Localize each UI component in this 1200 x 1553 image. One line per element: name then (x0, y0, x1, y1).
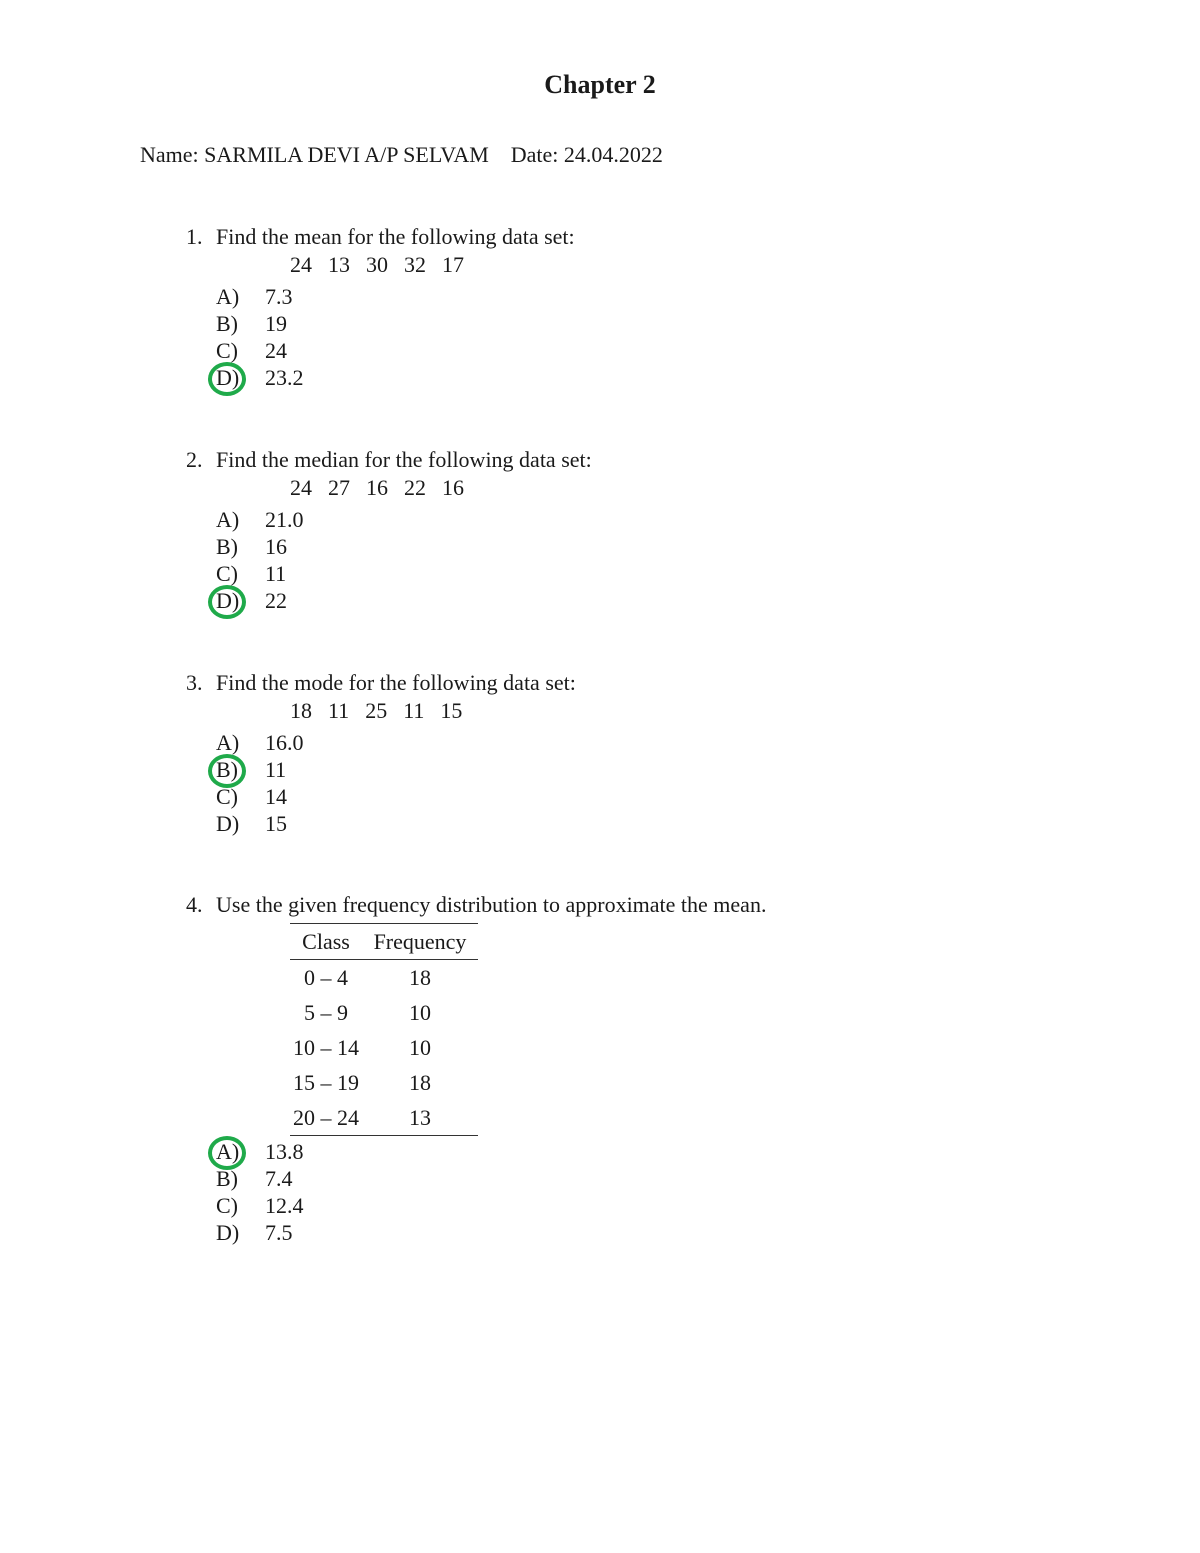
data-value: 24 (290, 475, 312, 500)
data-value: 24 (290, 252, 312, 277)
option-b (216, 756, 1086, 783)
student-name: Name: SARMILA DEVI A/P SELVAM (140, 142, 489, 167)
class-cell: 0 – 4 (304, 964, 348, 990)
answer-options (216, 1138, 1086, 1246)
option-value: 11 (265, 757, 287, 782)
class-cell: 5 – 9 (304, 999, 348, 1025)
question-3 (186, 669, 1086, 837)
data-value: 16 (366, 475, 388, 500)
answer-options (216, 729, 1086, 837)
option-value: 7.3 (265, 284, 293, 309)
data-value: 13 (328, 252, 350, 277)
table-row (290, 1030, 478, 1065)
answer-circle-mark (208, 362, 246, 396)
option-b (216, 1165, 1086, 1192)
option-value: 21.0 (265, 507, 304, 532)
option-letter: D) (216, 1220, 240, 1245)
option-letter: C) (216, 784, 238, 809)
option-letter: C) (216, 338, 238, 363)
option-letter: B) (216, 534, 238, 559)
option-value: 22 (265, 588, 287, 613)
data-value: 16 (442, 475, 464, 500)
option-letter: C) (216, 561, 238, 586)
question-number: 1. (186, 224, 203, 249)
question-text: Find the mode for the following data set: (216, 670, 576, 695)
option-a (216, 283, 1086, 310)
question-number: 3. (186, 670, 203, 695)
option-value: 7.4 (265, 1166, 293, 1191)
option-value: 23.2 (265, 365, 304, 390)
question-number: 2. (186, 447, 203, 472)
option-value: 24 (265, 338, 287, 363)
option-letter: D) (216, 588, 240, 613)
data-value: 11 (328, 698, 350, 723)
frequency-cell: 13 (409, 1104, 431, 1130)
class-cell: 10 – 14 (293, 1034, 359, 1060)
data-value: 25 (365, 698, 388, 723)
option-letter: A) (216, 507, 240, 532)
option-d (216, 810, 1086, 837)
column-header-class: Class (302, 928, 350, 954)
option-value: 16.0 (265, 730, 304, 755)
option-c (216, 1192, 1086, 1219)
data-value: 22 (404, 475, 426, 500)
option-a (216, 506, 1086, 533)
table-row (290, 1065, 478, 1100)
option-letter: A) (216, 284, 240, 309)
table-row (290, 960, 478, 996)
table-row (290, 1100, 478, 1136)
data-value: 32 (404, 252, 426, 277)
data-value: 11 (403, 698, 425, 723)
answer-circle-mark (208, 585, 246, 619)
option-value: 16 (265, 534, 287, 559)
option-d (216, 587, 1086, 614)
option-a (216, 1138, 1086, 1165)
option-value: 14 (265, 784, 287, 809)
option-b (216, 533, 1086, 560)
data-value: 30 (366, 252, 388, 277)
option-letter: B) (216, 311, 238, 336)
data-value: 17 (442, 252, 464, 277)
option-letter: B) (216, 1166, 238, 1191)
data-value: 27 (328, 475, 350, 500)
frequency-cell: 10 (409, 999, 431, 1025)
option-c (216, 560, 1086, 587)
option-b (216, 310, 1086, 337)
frequency-cell: 18 (409, 964, 431, 990)
question-1 (186, 223, 1086, 391)
question-text: Use the given frequency distribution to approximate the mean. (216, 892, 767, 917)
option-d (216, 1219, 1086, 1246)
name-date-line (140, 142, 663, 168)
question-2 (186, 446, 1086, 614)
option-letter: C) (216, 1193, 238, 1218)
option-value: 11 (265, 561, 287, 586)
table-header-row (290, 924, 478, 960)
data-set (290, 474, 1086, 502)
option-letter: A) (216, 1139, 240, 1164)
frequency-cell: 10 (409, 1034, 431, 1060)
option-a (216, 729, 1086, 756)
option-letter: D) (216, 365, 240, 390)
option-letter: D) (216, 811, 240, 836)
class-cell: 20 – 24 (293, 1104, 359, 1130)
answer-options (216, 506, 1086, 614)
frequency-cell: 18 (409, 1069, 431, 1095)
data-value: 15 (440, 698, 463, 723)
frequency-table (290, 923, 478, 1136)
option-value: 15 (265, 811, 287, 836)
option-value: 12.4 (265, 1193, 304, 1218)
page-title: Chapter 2 (544, 70, 656, 99)
question-4 (186, 891, 1086, 1246)
option-c (216, 337, 1086, 364)
date-label: Date: 24.04.2022 (510, 142, 663, 167)
data-set (290, 251, 1086, 279)
option-value: 13.8 (265, 1139, 304, 1164)
column-header-frequency: Frequency (373, 928, 467, 954)
option-d (216, 364, 1086, 391)
question-text: Find the mean for the following data set: (216, 224, 575, 249)
question-text: Find the median for the following data set: (216, 447, 592, 472)
question-number: 4. (186, 892, 203, 917)
option-value: 19 (265, 311, 287, 336)
table-row (290, 995, 478, 1030)
data-value: 18 (290, 698, 312, 723)
option-letter: B) (216, 757, 238, 782)
option-letter: A) (216, 730, 240, 755)
data-set (290, 697, 1086, 725)
answer-options (216, 283, 1086, 391)
option-value: 7.5 (265, 1220, 293, 1245)
option-c (216, 783, 1086, 810)
class-cell: 15 – 19 (293, 1069, 359, 1095)
